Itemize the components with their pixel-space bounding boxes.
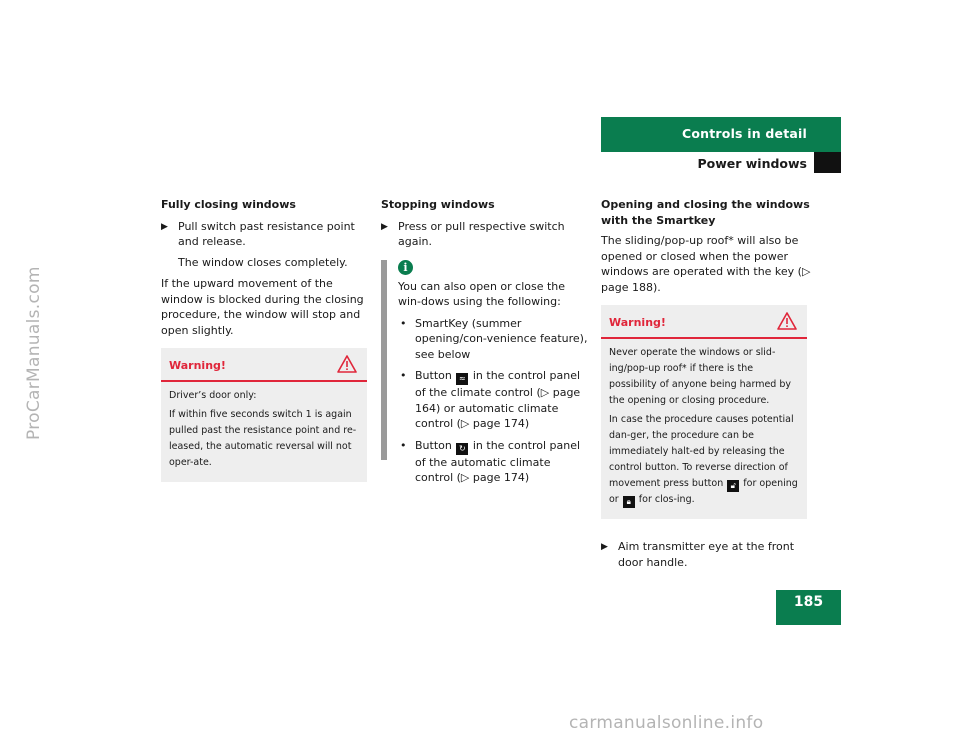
list-item [398,438,591,486]
instruction-text: Press or pull respective switch again. [398,219,565,248]
list-item-text: in the control panel of the climate control (▷ page 164) or automatic climate control (▷ page 174) [415,369,581,430]
watermark-bottom: carmanualsonline.info [569,713,764,733]
warning-text-part: for clos-ing. [638,494,695,505]
warning-header [601,305,807,339]
list-item-text: SmartKey (summer opening/con-venience feature), see below [415,316,588,361]
warning-text: Driver’s door only: [169,390,257,401]
warning-text: If within five seconds switch 1 is again pulled past the resistance point and re-leased, the automatic reversal will not oper-ate. [169,409,357,468]
list-item-text: Button [415,369,452,382]
arrow-bullet-icon: ▶ [381,221,388,232]
warning-body [161,382,367,482]
info-box [381,260,591,486]
header-marker [814,152,841,173]
instruction-text: Aim transmitter eye at the front door handle. [618,540,795,569]
heading-stopping: Stopping windows [381,198,495,211]
unlock-button-icon: 🔓︎ [727,480,739,492]
column-2 [381,197,591,490]
warning-title: Warning! [609,316,666,329]
instruction-item [601,539,811,570]
warning-title: Warning! [169,359,226,372]
list-item [398,316,591,363]
instruction-item [161,219,371,250]
instruction-text: Pull switch past resistance point and release. [178,219,355,248]
list-item-text: Button [415,438,452,452]
column-1 [161,197,371,482]
column-3 [601,197,811,575]
warning-text [609,412,799,508]
warning-text-part: In case the procedure causes potential dan-ger, the procedure can be immediately halt-ed by releasing the control button. To reverse direction of movement press button [609,414,794,489]
warning-triangle-icon [777,312,797,330]
arrow-bullet-icon: ▶ [601,542,608,552]
warning-box [601,305,807,519]
watermark-side: ProCarManuals.com [24,266,44,440]
info-icon: i [398,260,413,275]
recirculation-button-icon: ↻ [456,443,468,455]
list-item-text: in the control panel of the automatic climate control (▷ page 174) [415,438,581,484]
section-title: Controls in detail [681,126,807,141]
warning-text: Never operate the windows or slid-ing/pop-up roof* if there is the possibility of anyone being harmed by the opening or closing procedure. [609,347,792,406]
page-number: 185 [776,590,841,625]
warning-body [601,339,807,519]
instruction-item [381,219,591,250]
lock-button-icon: 🔒︎ [623,496,635,508]
paragraph: The sliding/pop-up roof* will also be opened or closed when the power windows are operated with the key (▷ page 188). [601,234,811,294]
info-sidebar [381,260,387,460]
subsection-title: Power windows [697,156,807,171]
list-item [398,368,591,432]
warning-box [161,348,367,482]
warning-triangle-icon [337,355,357,373]
warning-text-part: for opening or [609,478,798,505]
result-text: The window closes completely. [178,255,348,269]
heading-fully-closing: Fully closing windows [161,198,296,211]
summer-opening-button-icon: ≈ [456,373,468,385]
info-intro: You can also open or close the win-dows using the following: [398,279,566,308]
heading-smartkey: Opening and closing the windows with the Smartkey [601,198,810,227]
paragraph: If the upward movement of the window is blocked during the closing procedure, the window will stop and open slightly. [161,277,364,337]
section-header [601,117,841,152]
arrow-bullet-icon: ▶ [161,221,168,232]
warning-header [161,348,367,382]
